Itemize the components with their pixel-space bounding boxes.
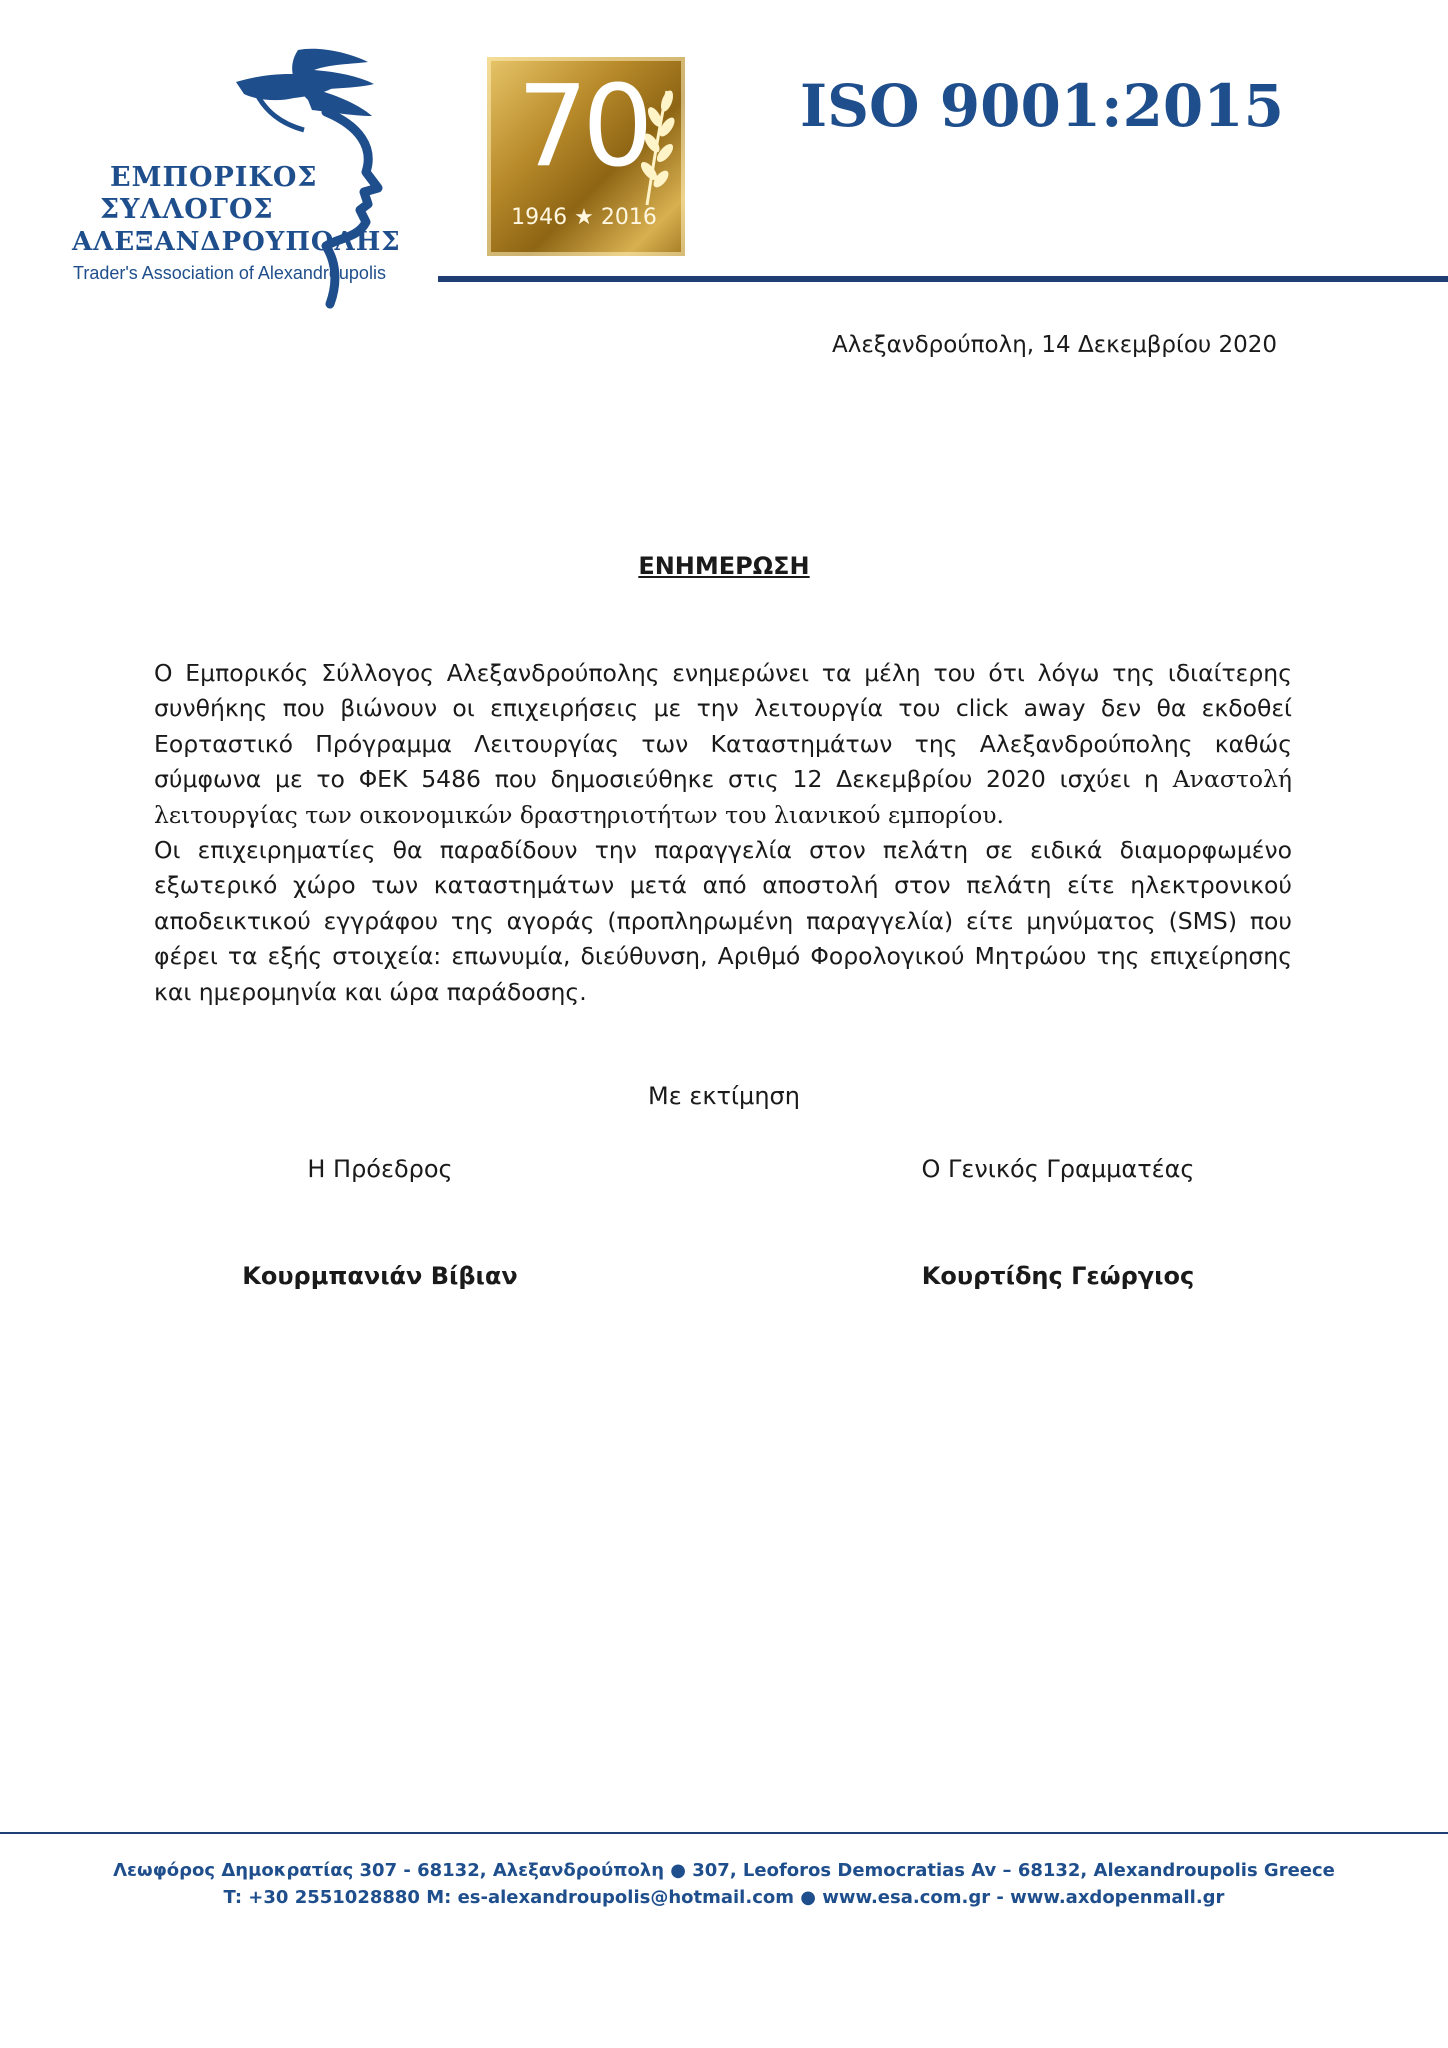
paragraph-1-main: Ο Εμπορικός Σύλλογος Αλεξανδρούπολης ενημερώνει τα μέλη του ότι λόγω της ιδιαίτερης συνθήκης που βιώνουν οι επιχειρήσεις με την λειτουργία του click away δεν θα εκδοθεί Εορταστικό Πρόγραμμα Λειτουργίας των Καταστημάτων της Αλεξανδρούπολης καθώς σύμφωνα με το ΦΕΚ 5486 που δημοσιεύθηκε στις 12 Δεκεμβρίου 2020 ισχύει η bbox=[154, 659, 1292, 794]
badge-years: 1946 ★ 2016 bbox=[511, 205, 657, 230]
badge-number: 70 bbox=[517, 62, 648, 192]
body-text bbox=[154, 656, 1292, 1010]
footer-address: Λεωφόρος Δημοκρατίας 307 - 68132, Αλεξανδρούπολη ● 307, Leoforos Democratias Av – 68132, Alexandroupolis Greece bbox=[113, 1860, 1335, 1881]
closing-salutation: Με εκτίμηση bbox=[648, 1082, 800, 1110]
anniversary-badge bbox=[487, 57, 685, 256]
president-name: Κουρμπανιάν Βίβιαν bbox=[242, 1262, 518, 1290]
date-line: Αλεξανδρούπολη, 14 Δεκεμβρίου 2020 bbox=[832, 332, 1278, 358]
secretary-role: Ο Γενικός Γραμματέας bbox=[921, 1155, 1195, 1183]
association-name-line-3: ΑΛΕΞΑΝΔΡΟΥΠΟΛΗΣ bbox=[72, 227, 401, 257]
secretary-name: Κουρτίδης Γεώργιος bbox=[921, 1262, 1195, 1290]
footer-contact: T: +30 2551028880 M: es-alexandroupolis@hotmail.com ● www.esa.com.gr - www.axdopenmall.gr bbox=[223, 1887, 1225, 1908]
association-name-english: Trader's Association of Alexandroupolis bbox=[73, 263, 386, 283]
association-name-line-1: ΕΜΠΟΡΙΚΟΣ bbox=[110, 162, 318, 193]
iso-certification: ISO 9001:2015 bbox=[800, 72, 1284, 140]
document-title: ΕΝΗΜΕΡΩΣΗ bbox=[638, 552, 810, 580]
olive-branch-icon bbox=[637, 87, 677, 207]
header-divider bbox=[438, 276, 1448, 282]
president-role: Η Πρόεδρος bbox=[307, 1155, 453, 1183]
paragraph-1-serif: Αναστολή λειτουργίας των οικονομικών δραστηριοτήτων του λιανικού εμπορίου. bbox=[154, 765, 1292, 829]
body-paragraph-1 bbox=[154, 656, 1292, 833]
body-paragraph-2: Οι επιχειρηματίες θα παραδίδουν την παραγγελία στον πελάτη σε ειδικά διαμορφωμένο εξωτερικό χώρο των καταστημάτων μετά από αποστολή στον πελάτη είτε ηλεκτρονικού αποδεικτικού εγγράφου της αγοράς (προπληρωμένη παραγγελία) είτε μηνύματος (SMS) που φέρει τα εξής στοιχεία: επωνυμία, διεύθυνση, Αριθμό Φορολογικού Μητρώου της επιχείρησης και ημερομηνία και ώρα παράδοσης. bbox=[154, 836, 1292, 1006]
association-name-line-2: ΣΥΛΛΟΓΟΣ bbox=[100, 194, 274, 225]
footer-divider bbox=[0, 1832, 1448, 1834]
